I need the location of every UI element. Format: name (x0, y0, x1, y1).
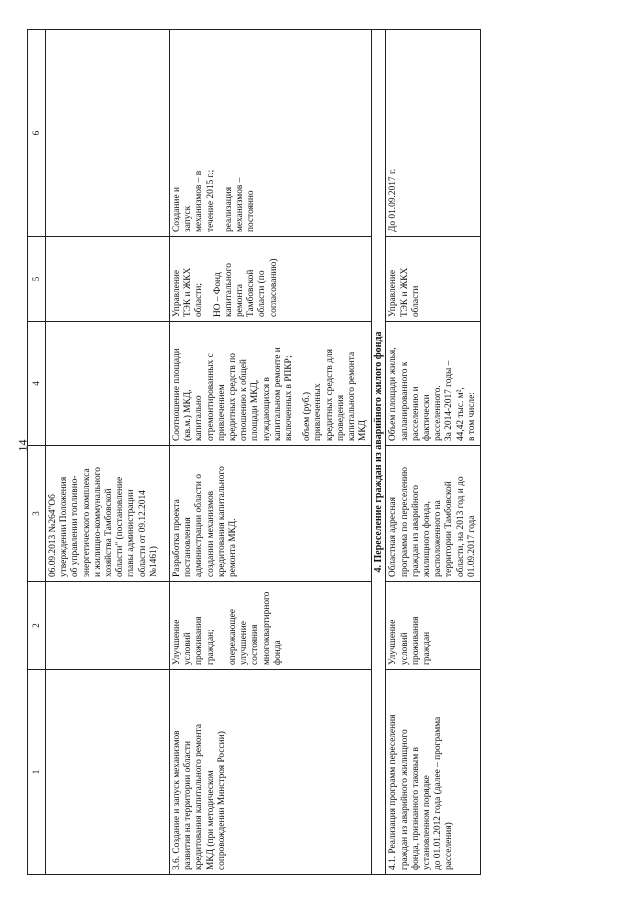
column-header-5: 5 (28, 237, 46, 322)
column-header-6: 6 (28, 30, 46, 237)
row-3-6-responsible-dept: Управление ТЭК и ЖКХ области; (172, 267, 205, 317)
page-number: 14 (15, 439, 30, 452)
rotated-table-page (27, 30, 481, 875)
row-3-6-indicator-volume: объем (руб.) привлеченных кредитных средств для проведения капитального ремонта МКД (302, 349, 369, 441)
column-header-4: 4 (28, 322, 46, 446)
row-3-6-indicator (170, 322, 372, 446)
row-4-1-result: Улучшение условий проживания граждан (386, 582, 481, 670)
continuation-col2 (46, 582, 170, 670)
row-4-1-document: Областная адресная программа по переселению граждан из аварийного жилищного фонда, расположенного на территории Тамбовской области, на 2013 год и до 01.09.2017 года (386, 446, 481, 582)
row-4-1-deadline: До 01.09.2017 г. (386, 30, 481, 237)
section-row (372, 30, 386, 875)
row-3-6-responsible-fund: НО – Фонд капитального ремонта Тамбовской области (по согласованию) (212, 258, 279, 317)
column-number-row (28, 30, 46, 875)
row-3-6-deadline-creation: Создание и запуск механизмов – в течение 2015 г.; (172, 169, 216, 232)
continuation-col4 (46, 322, 170, 446)
continuation-col5 (46, 237, 170, 322)
column-header-2: 2 (28, 582, 46, 670)
column-header-3: 3 (28, 446, 46, 582)
section-title: 4. Переселение граждан из аварийного жилого фонда (372, 30, 386, 875)
row-3-6-deadline (170, 30, 372, 237)
row-3-6-responsible (170, 237, 372, 322)
row-3-6-document: Разработка проекта постановления администрации области о создании механизмов кредитования капитального ремонта МКД. (170, 446, 372, 582)
continuation-col6 (46, 30, 170, 237)
row-3-6-deadline-implementation: реализация механизмов – постоянно (223, 177, 257, 232)
row-3-6-measure: 3.6. Создание и запуск механизмов развития на территории области кредитования капитального ремонта МКД (при методическом сопровождении Минстроя России) (170, 670, 372, 875)
continuation-col1 (46, 670, 170, 875)
table-row-3-6 (170, 30, 372, 875)
row-4-1-indicator: Объем площади жилья, запланированного к расселению и фактически расселенного. За 2014-2017 годы – 44,42 тыс. м², в том числе: (386, 322, 481, 446)
table-row-4-1 (386, 30, 481, 875)
row-3-6-result: Улучшение условий проживания граждан; опережающее улучшение состояния многоквартирного фонда (170, 582, 372, 670)
row-4-1-measure: 4.1. Реализация программ переселения граждан из аварийного жилищного фонда, признанного таковым в установленном порядке до 01.01.2012 года (далее – программа расселения) (386, 670, 481, 875)
continuation-col3: 06.09.2013 №264"Об утверждении Положения об управлении топливно- энергетического комплекса и жилищно-коммунального хозяйства Тамбовской области" (постановление главы администрации области от 09.12.2014 №1461) (46, 446, 170, 582)
row-3-6-indicator-area: Соотношение площади (кв.м.) МКД, капитально отремонтированных с привлечением кредитных средств по отношению к общей площади МКД, нуждающихся в капитальном ремонте и включенных в РПКР; (172, 347, 295, 441)
column-header-1: 1 (28, 670, 46, 875)
continuation-row (46, 30, 170, 875)
measures-table (27, 29, 481, 875)
row-4-1-responsible: Управление ТЭК и ЖКХ области (386, 237, 481, 322)
